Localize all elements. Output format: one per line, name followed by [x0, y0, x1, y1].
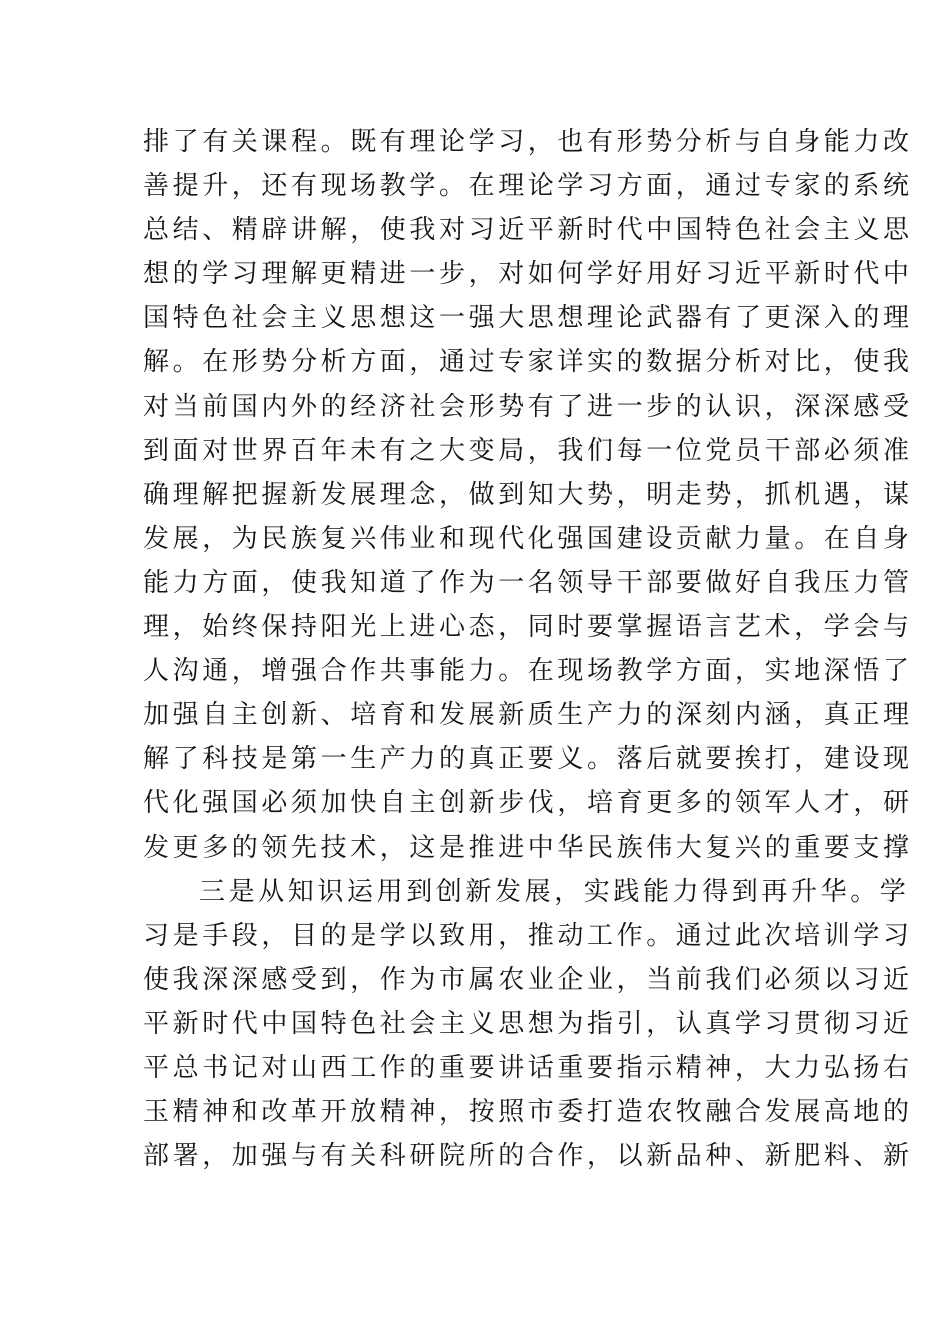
- text-line: 使我深深感受到，作为市属农业企业，当前我们必须以习近: [143, 964, 913, 995]
- text-line: 对当前国内外的经济社会形势有了进一步的认识，深深感受: [143, 391, 913, 422]
- text-line: 平总书记对山西工作的重要讲话重要指示精神，大力弘扬右: [143, 1052, 913, 1083]
- text-line: 排了有关课程。既有理论学习，也有形势分析与自身能力改: [143, 127, 913, 157]
- text-line: 理，始终保持阳光上进心态，同时要掌握语言艺术，学会与: [143, 612, 913, 643]
- body-text: [143, 120, 913, 1178]
- text-line: 解了科技是第一生产力的真正要义。落后就要挨打，建设现: [143, 744, 913, 775]
- paragraph-start-line: 三是从知识运用到创新发展，实践能力得到再升华。学: [199, 876, 910, 907]
- text-line: 国特色社会主义思想这一强大思想理论武器有了更深入的理: [143, 303, 913, 334]
- text-line: 想的学习理解更精进一步，对如何学好用好习近平新时代中: [143, 259, 913, 290]
- text-line: 部署，加强与有关科研院所的合作，以新品种、新肥料、新: [143, 1141, 913, 1172]
- text-line: 能力方面，使我知道了作为一名领导干部要做好自我压力管: [143, 567, 913, 598]
- text-line: 平新时代中国特色社会主义思想为指引，认真学习贯彻习近: [143, 1008, 913, 1039]
- text-line: 发更多的领先技术，这是推进中华民族伟大复兴的重要支撑: [143, 832, 913, 863]
- text-line: 加强自主创新、培育和发展新质生产力的深刻内涵，真正理: [143, 700, 913, 731]
- text-line: 代化强国必须加快自主创新步伐，培育更多的领军人才，研: [143, 788, 913, 819]
- text-line: 确理解把握新发展理念，做到知大势，明走势，抓机遇，谋: [143, 479, 913, 510]
- text-line: 玉精神和改革开放精神，按照市委打造农牧融合发展高地的: [143, 1097, 913, 1128]
- text-line: 到面对世界百年未有之大变局，我们每一位党员干部必须准: [143, 435, 913, 466]
- text-line: 发展，为民族复兴伟业和现代化强国建设贡献力量。在自身: [143, 523, 913, 554]
- text-line: 善提升，还有现场教学。在理论学习方面，通过专家的系统: [143, 171, 913, 202]
- text-line: 习是手段，目的是学以致用，推动工作。通过此次培训学习: [143, 920, 913, 951]
- text-line: 解。在形势分析方面，通过专家详实的数据分析对比，使我: [143, 347, 913, 378]
- text-line: 总结、精辟讲解，使我对习近平新时代中国特色社会主义思: [143, 215, 913, 246]
- text-line: 人沟通，增强合作共事能力。在现场教学方面，实地深悟了: [143, 656, 913, 687]
